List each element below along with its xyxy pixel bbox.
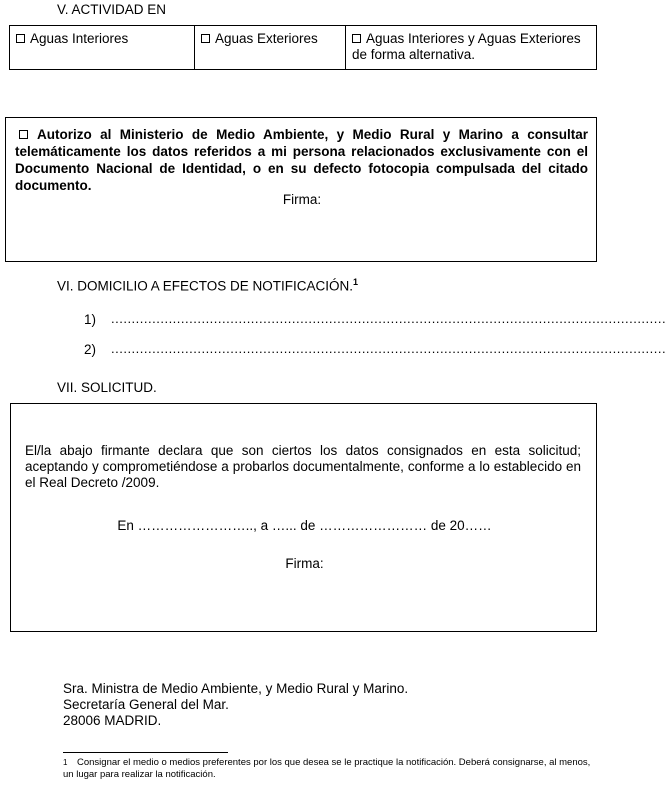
section-vii-title: VII. SOLICITUD.	[57, 380, 157, 395]
authorization-signature-label: Firma:	[282, 192, 322, 207]
checkbox-icon[interactable]	[16, 34, 25, 43]
addressee-block	[63, 681, 408, 729]
checkbox-icon[interactable]	[201, 34, 210, 43]
declaration-text: El/la abajo firmante declara que son ciertos los datos consignados en esta solicitud; aceptando y comprometiéndose a probarlos documentalmente, conforme a lo establecido en el Real Decreto /2009.	[25, 443, 581, 490]
footnote	[63, 757, 595, 781]
addressee-line-3: 28006 MADRID.	[63, 713, 162, 728]
solicitud-box	[10, 403, 597, 632]
footnote-mark: 1	[63, 758, 68, 767]
section-v-title: V. ACTIVIDAD EN	[57, 2, 167, 17]
addressee-line-1: Sra. Ministra de Medio Ambiente, y Medio Rural y Marino.	[63, 681, 409, 696]
authorization-text	[15, 126, 588, 194]
address-line-1[interactable]: .......................................................................................................................................	[111, 311, 666, 326]
checkbox-icon[interactable]	[352, 34, 361, 43]
option-label: Aguas Exteriores	[215, 31, 318, 46]
option-aguas-exteriores[interactable]	[195, 26, 345, 69]
option-label: Aguas Interiores	[30, 31, 129, 46]
footnote-separator	[63, 752, 228, 753]
authorization-checkbox-icon[interactable]	[19, 130, 28, 139]
section-vi-title-text: VI. DOMICILIO A EFECTOS DE NOTIFICACIÓN.	[57, 278, 354, 294]
solicitud-signature-label: Firma:	[285, 556, 324, 571]
footnote-reference: 1	[353, 277, 359, 287]
option-aguas-interiores[interactable]	[10, 26, 194, 69]
section-vi-title	[57, 277, 358, 294]
option-label: Aguas Interiores y Aguas Exteriores de forma alternativa.	[352, 31, 581, 62]
addressee-line-2: Secretaría General del Mar.	[63, 697, 229, 712]
activity-options-table	[9, 25, 597, 70]
authorization-box	[5, 117, 597, 262]
address-line-number-1: 1)	[84, 312, 97, 327]
authorization-statement: Autorizo al Ministerio de Medio Ambiente, y Medio Rural y Marino a consultar telemáticamente los datos referidos a mi persona relacionados exclusivamente con el Documento Nacional de Identidad, o en su defecto fotocopia compulsada del citado documento.	[15, 127, 588, 193]
date-line[interactable]: En …………………….., a …... de …………………… de 20……	[117, 518, 492, 533]
option-aguas-alternativa[interactable]	[346, 26, 596, 69]
footnote-text: Consignar el medio o medios preferentes por los que desea se le practique la notificación. Deberá consignarse, al menos, un lugar para realizar la notificación.	[63, 757, 591, 780]
address-line-number-2: 2)	[84, 342, 97, 357]
address-line-2[interactable]: .......................................................................................................................................	[111, 341, 666, 356]
